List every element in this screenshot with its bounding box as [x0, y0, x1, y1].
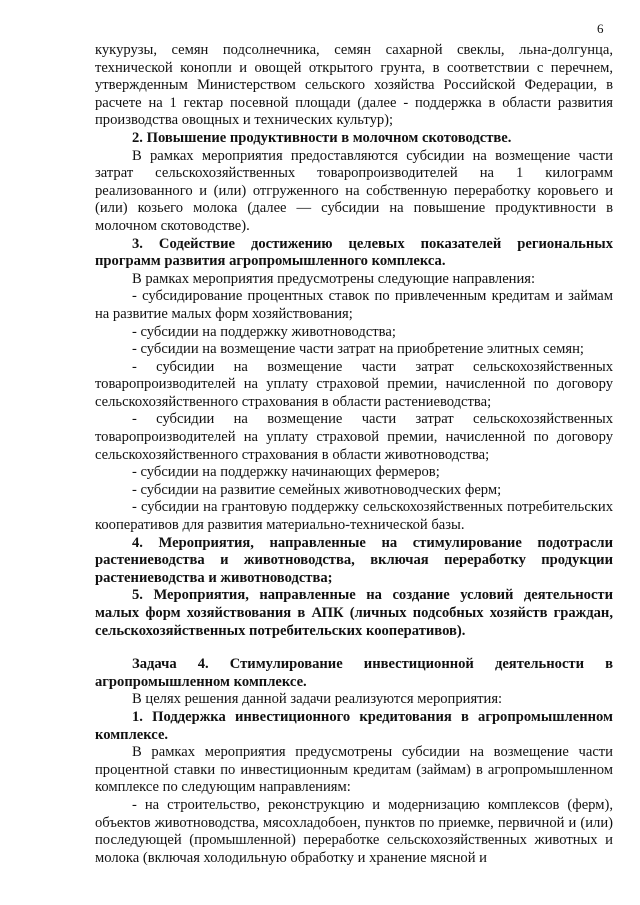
paragraph: - субсидии на поддержку животноводства; — [132, 323, 396, 340]
paragraph: - субсидии на развитие семейных животноводческих ферм; — [132, 481, 502, 498]
paragraph: - субсидии на грантовую поддержку сельскохозяйственных потребительских кооперативов для развития материально-технической базы. — [95, 499, 613, 534]
paragraph: - субсидии на возмещение части затрат сельскохозяйственных товаропроизводителей на уплату страховой премии, начисленной по договору сельскохозяйственного страхования в области животноводства; — [95, 411, 613, 463]
paragraph: - на строительство, реконструкцию и модернизацию комплексов (ферм), объектов животноводства, мясохладобоен, пунктов по приемке, первичной и (или) последующей (промышленной) переработке сельскохозяйственных животных и молока (включая холодильную обработку и хранение мясной и — [95, 796, 613, 866]
section-heading: 4. Мероприятия, направленные на стимулирование подотрасли растениеводства и животноводства, включая переработку продукции растениеводства и животноводства; — [95, 534, 613, 586]
paragraph: - субсидии на поддержку начинающих фермеров; — [132, 464, 440, 481]
paragraph: - субсидирование процентных ставок по привлеченным кредитам и займам на развитие малых форм хозяйствования; — [95, 288, 613, 322]
paragraph: - субсидии на возмещение части затрат сельскохозяйственных товаропроизводителей на уплату страховой премии, начисленной по договору сельскохозяйственного страхования в области растениеводства; — [95, 358, 613, 410]
paragraph-spacer — [95, 640, 613, 656]
paragraph: кукурузы, семян подсолнечника, семян сахарной свеклы, льна-долгунца, технической конопли и овощей открытого грунта, в соответствии с перечнем, утвержденным Министерством сельского хозяйства Российской Федерации, в расчете на 1 гектар посевной площади (далее - поддержка в области развития производства овощных и технических культур); — [95, 42, 613, 129]
paragraph: В рамках мероприятия предусмотрены субсидии на возмещение части процентной ставки по инвестиционным кредитам (займам) в агропромышленном комплексе по следующим направлениям: — [95, 744, 613, 796]
section-heading: Задача 4. Стимулирование инвестиционной деятельности в агропромышленном комплексе. — [95, 656, 613, 690]
section-heading: 2. Повышение продуктивности в молочном скотоводстве. — [132, 129, 512, 146]
section-heading: 1. Поддержка инвестиционного кредитования в агропромышленном комплексе. — [95, 708, 613, 743]
paragraph: В рамках мероприятия предусмотрены следующие направления: — [132, 270, 536, 287]
section-heading: 5. Мероприятия, направленные на создание условий деятельности малых форм хозяйствования в АПК (личных подсобных хозяйств граждан, сельскохозяйственных потребительских кооперативов). — [95, 587, 613, 639]
section-heading: 3. Содействие достижению целевых показателей региональных программ развития агропромышленного комплекса. — [95, 235, 613, 270]
paragraph: - субсидии на возмещение части затрат на приобретение элитных семян; — [132, 341, 584, 358]
document-body — [95, 42, 613, 867]
page-number: 6 — [597, 21, 604, 36]
paragraph: В рамках мероприятия предоставляются субсидии на возмещение части затрат сельскохозяйственных товаропроизводителей на 1 килограмм реализованного и (или) отгруженного на собственную переработку коровьего и (или) козьего молока (далее — субсидии на повышение продуктивности в молочном скотоводстве). — [95, 147, 613, 234]
paragraph: В целях решения данной задачи реализуются мероприятия: — [132, 691, 503, 708]
